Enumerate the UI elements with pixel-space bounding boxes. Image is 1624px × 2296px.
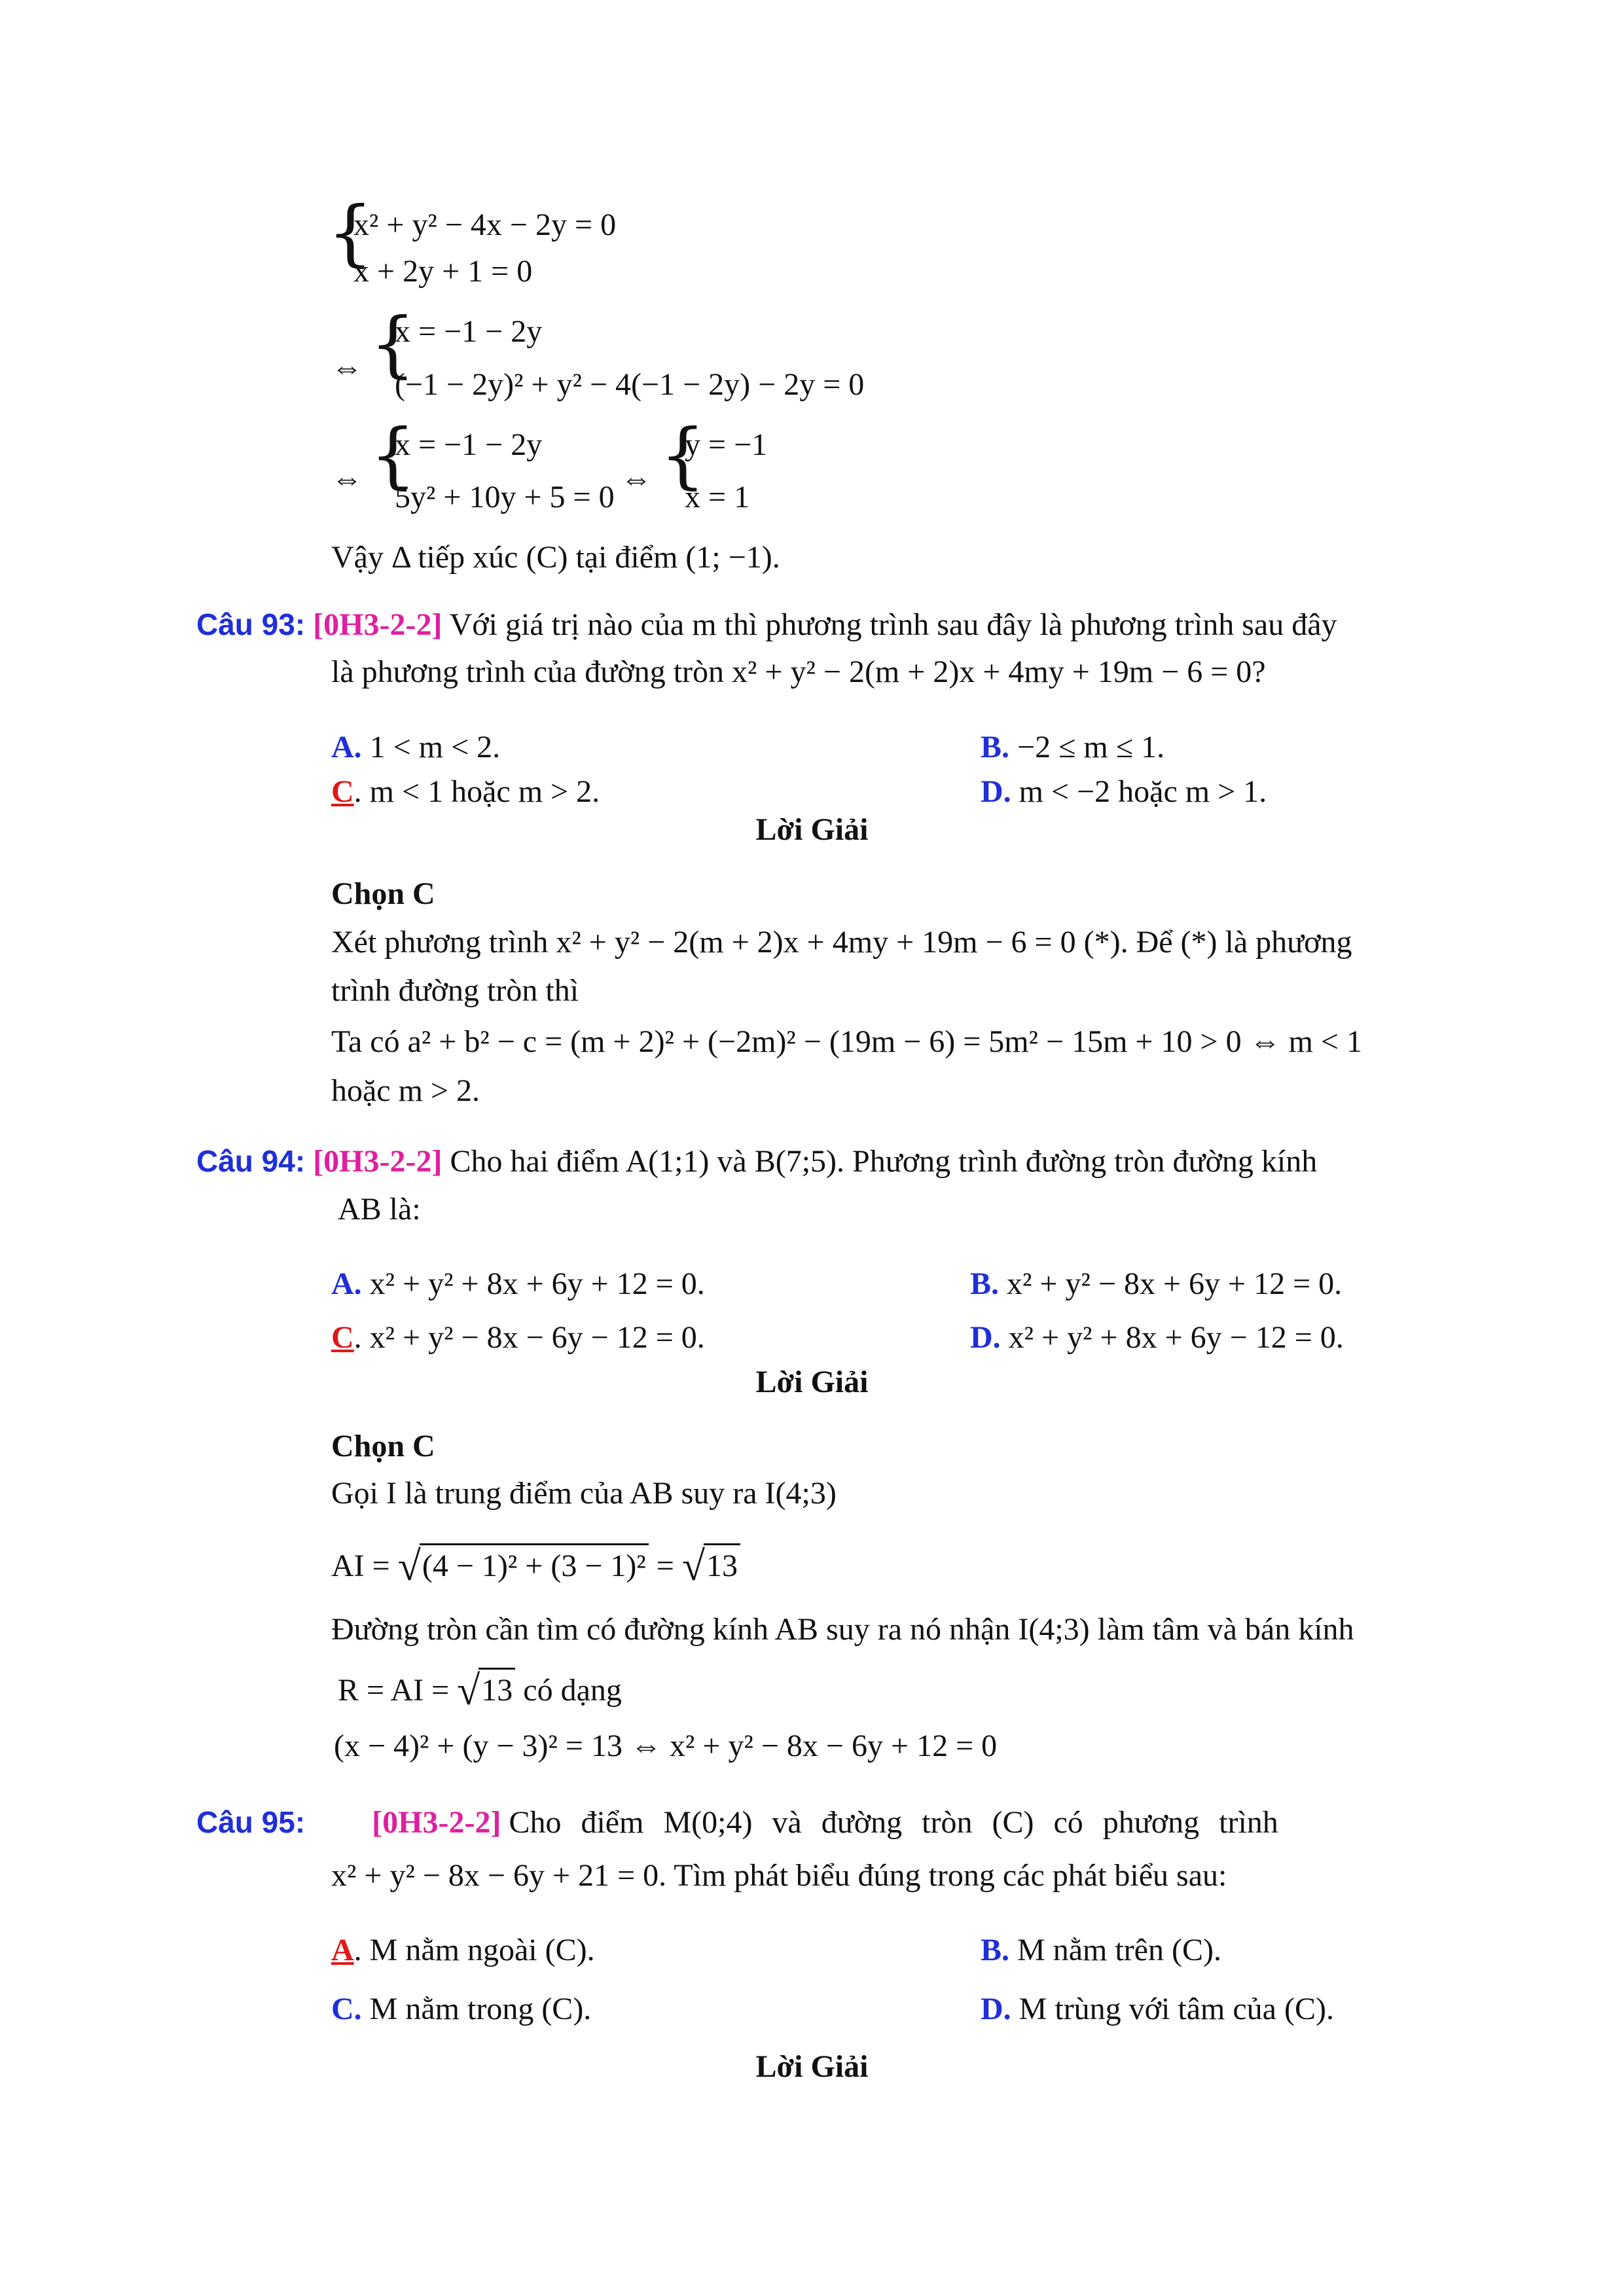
question-text-cont: AB là: (338, 1192, 421, 1227)
question-label: Câu 94: (196, 1144, 306, 1178)
option-d[interactable] (981, 771, 1267, 813)
question-94-header (196, 1140, 1317, 1183)
formula-right: có dạng (515, 1673, 622, 1708)
solution-line: Đường tròn cần tìm có đường kính AB suy ra nó nhận I(4;3) làm tâm và bán kính (331, 1612, 1354, 1647)
option-text: 1 < m < 2. (369, 730, 501, 764)
solution-line: hoặc m > 2. (331, 1073, 480, 1108)
question-label: Câu 93: (196, 607, 306, 641)
option-text: M trùng với tâm của (C). (1019, 1992, 1334, 2026)
solution-line: Gọi I là trung điểm của AB suy ra I(4;3) (331, 1476, 837, 1511)
option-text: . m < 1 hoặc m > 2. (353, 774, 600, 809)
sys3-eq2: 5y² + 10y + 5 = 0 (395, 480, 615, 514)
solution-line-sqrt (338, 1668, 622, 1712)
option-b[interactable] (981, 1929, 1221, 1971)
conclusion-text: Vậy Δ tiếp xúc (C) tại điểm (1; −1). (331, 540, 780, 575)
sys1-eq2: x + 2y + 1 = 0 (353, 254, 533, 289)
question-text: Cho hai điểm A(1;1) và B(7;5). Phương trình đường tròn đường kính (450, 1144, 1318, 1179)
option-key: A. (331, 1266, 362, 1301)
radical-symbol: √ (681, 1543, 705, 1589)
radicand: 13 (704, 1543, 740, 1587)
radicand: (4 − 1)² + (3 − 1)² (420, 1543, 649, 1587)
radical-symbol: √ (397, 1543, 421, 1589)
question-text: Với giá trị nào của m thì phương trình sau đây là phương trình sau đây (449, 607, 1337, 642)
question-text-cont: x² + y² − 8x − 6y + 21 = 0. Tìm phát biểu đúng trong các phát biểu sau: (331, 1858, 1227, 1893)
option-text: . x² + y² − 8x − 6y − 12 = 0. (353, 1320, 705, 1355)
question-text: Cho điểm M(0;4) và đường tròn (C) có phương trình (509, 1805, 1278, 1840)
option-key: D. (981, 1992, 1011, 2026)
option-text: M nằm trong (C). (369, 1992, 592, 2026)
option-key-correct: A (331, 1933, 354, 1967)
sys2-eq1: x = −1 − 2y (395, 314, 543, 349)
option-key: D. (981, 774, 1011, 809)
option-key: A. (331, 730, 362, 764)
system-brace: { (327, 190, 373, 274)
solution-line: (x − 4)² + (y − 3)² = 13 ⇔ x² + y² − 8x − 6y + 12 = 0 (334, 1729, 998, 1763)
formula-mid: = (648, 1549, 682, 1583)
option-key: B. (981, 1933, 1010, 1967)
question-label: Câu 95: (196, 1805, 306, 1839)
option-key: B. (981, 730, 1010, 764)
option-c[interactable] (331, 1988, 591, 2030)
option-key: D. (970, 1320, 1001, 1355)
question-code: [0H3-2-2] (372, 1805, 501, 1840)
option-text: −2 ≤ m ≤ 1. (1017, 730, 1165, 764)
solution-line: Ta có a² + b² − c = (m + 2)² + (−2m)² − (19m − 6) = 5m² − 15m + 10 > 0 ⇔ m < 1 (331, 1024, 1362, 1059)
question-code: [0H3-2-2] (313, 1144, 442, 1179)
option-b[interactable] (970, 1263, 1342, 1305)
option-c[interactable] (331, 771, 600, 813)
option-key: C. (331, 1992, 362, 2026)
solution-title: Lời Giải (755, 1365, 869, 1399)
radical-symbol: √ (457, 1667, 480, 1713)
chosen-answer: Chọn C (331, 876, 435, 911)
option-d[interactable] (970, 1317, 1344, 1359)
system-brace: { (660, 413, 706, 497)
option-text: . M nằm ngoài (C). (353, 1933, 595, 1967)
option-key: B. (970, 1266, 1000, 1301)
system-brace: { (370, 413, 416, 497)
option-text: m < −2 hoặc m > 1. (1019, 774, 1267, 809)
equiv-symbol: ⇔ (621, 461, 652, 496)
sys3-eq1: x = −1 − 2y (395, 427, 543, 462)
option-b[interactable] (981, 726, 1164, 768)
formula-left: R = AI = (338, 1673, 458, 1708)
equiv-symbol: ⇔ (331, 350, 363, 385)
option-text: x² + y² + 8x + 6y − 12 = 0. (1008, 1320, 1344, 1355)
option-key-correct: C (331, 1320, 354, 1355)
option-key-correct: C (331, 774, 354, 809)
question-95-header (196, 1801, 1427, 1844)
sys4-eq2: x = 1 (685, 480, 750, 514)
question-code: [0H3-2-2] (313, 607, 442, 642)
solution-line: Xét phương trình x² + y² − 2(m + 2)x + 4my + 19m − 6 = 0 (*). Để (*) là phương (331, 925, 1352, 960)
option-text: x² + y² + 8x + 6y + 12 = 0. (369, 1266, 705, 1301)
option-text: x² + y² − 8x + 6y + 12 = 0. (1007, 1266, 1343, 1301)
option-text: M nằm trên (C). (1017, 1933, 1221, 1967)
equiv-symbol: ⇔ (331, 461, 363, 496)
radicand: 13 (478, 1668, 515, 1712)
question-93-header (196, 603, 1337, 646)
solution-line-sqrt (331, 1543, 740, 1587)
solution-title: Lời Giải (755, 2049, 869, 2084)
sys2-eq2: (−1 − 2y)² + y² − 4(−1 − 2y) − 2y = 0 (395, 367, 865, 402)
option-a[interactable] (331, 726, 500, 768)
option-d[interactable] (981, 1988, 1334, 2030)
system-brace: { (370, 302, 416, 386)
solution-title: Lời Giải (755, 812, 869, 847)
option-a[interactable] (331, 1263, 705, 1305)
option-a[interactable] (331, 1929, 595, 1971)
question-text-cont: là phương trình của đường tròn x² + y² − 2(m + 2)x + 4my + 19m − 6 = 0? (331, 655, 1266, 689)
option-c[interactable] (331, 1317, 705, 1359)
sys4-eq1: y = −1 (685, 427, 768, 462)
sys1-eq1: x² + y² − 4x − 2y = 0 (353, 207, 617, 242)
solution-line: trình đường tròn thì (331, 973, 579, 1008)
formula-left: AI = (331, 1549, 398, 1583)
chosen-answer: Chọn C (331, 1429, 435, 1463)
